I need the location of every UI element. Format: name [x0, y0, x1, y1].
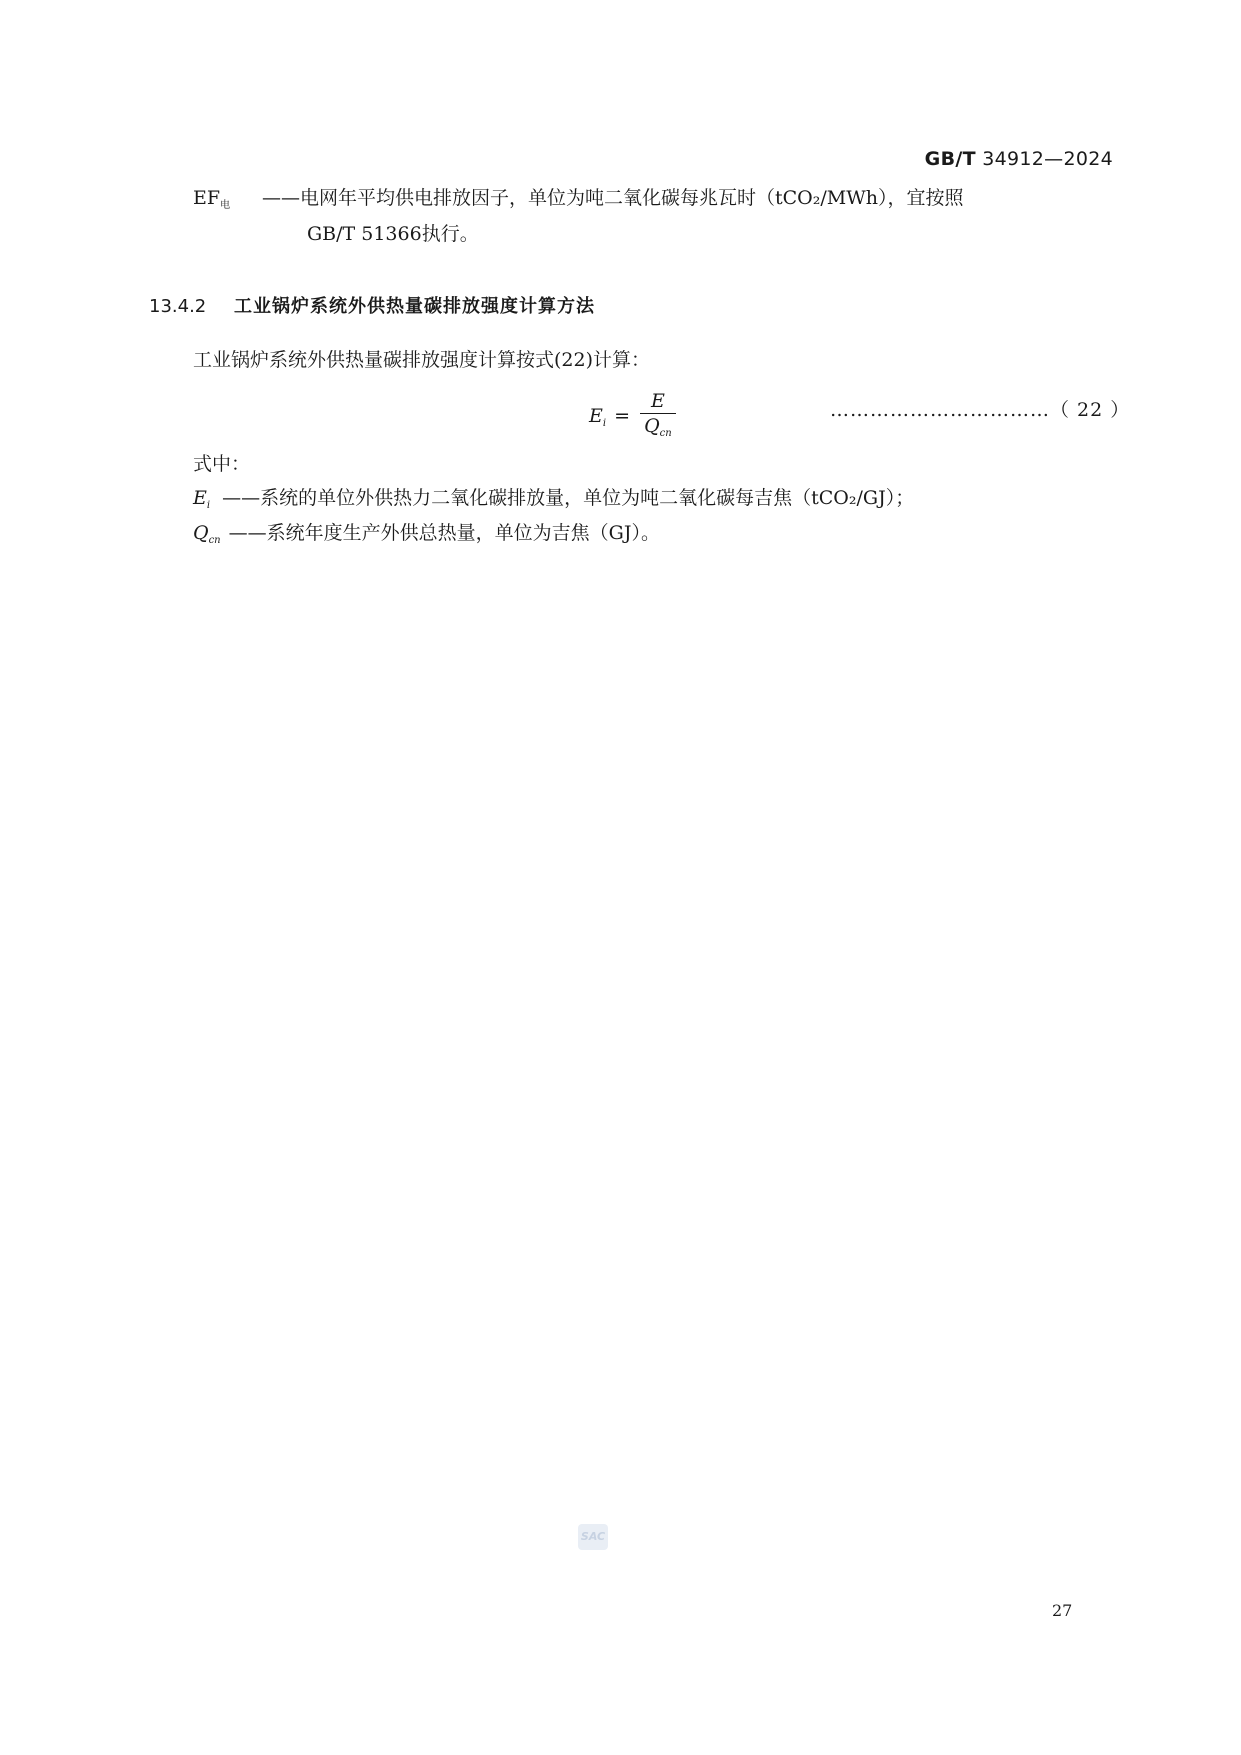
definition-qcn-symbol: $Q_{cn}$ [193, 522, 221, 546]
section-heading [149, 292, 595, 318]
ef-definition-line2: GB/T 51366执行。 [307, 223, 479, 245]
definition-qcn [193, 515, 660, 555]
intro-paragraph: 工业锅炉系统外供热量碳排放强度计算按式(22)计算： [193, 349, 651, 371]
formula-lhs: $E_i$ [589, 404, 607, 429]
section-title: 工业锅炉系统外供热量碳排放强度计算方法 [234, 296, 595, 317]
where-label: 式中： [193, 453, 251, 475]
formula-22 [589, 389, 676, 442]
formula-equals: = [614, 404, 631, 427]
section-number: 13.4.2 [149, 296, 207, 317]
ef-definition-line1: ——电网年平均供电排放因子，单位为吨二氧化碳每兆瓦时（tCO₂/MWh），宜按照 [262, 187, 964, 209]
sac-logo-watermark: SAC [578, 1524, 608, 1550]
standard-code [925, 148, 1113, 170]
ef-subscript: 电 [220, 200, 231, 211]
definition-qcn-text: ——系统年度生产外供总热量，单位为吉焦（GJ）。 [228, 522, 660, 544]
formula-numerator: E [640, 389, 676, 414]
ef-symbol: $EF_电$ [193, 187, 231, 211]
formula-denominator: $Q_{cn}$ [644, 415, 672, 439]
standard-prefix: GB/T [924, 148, 976, 170]
standard-number: 34912—2024 [982, 148, 1113, 170]
equation-number: ……………………………（ 22 ） [830, 399, 1131, 421]
definition-ei [193, 480, 914, 520]
page-number: 27 [1052, 1601, 1073, 1620]
formula-fraction [640, 389, 676, 442]
definition-ei-symbol: $E_i$ [193, 487, 211, 511]
definition-ei-text: ——系统的单位外供热力二氧化碳排放量，单位为吨二氧化碳每吉焦（tCO₂/GJ）； [222, 487, 915, 509]
